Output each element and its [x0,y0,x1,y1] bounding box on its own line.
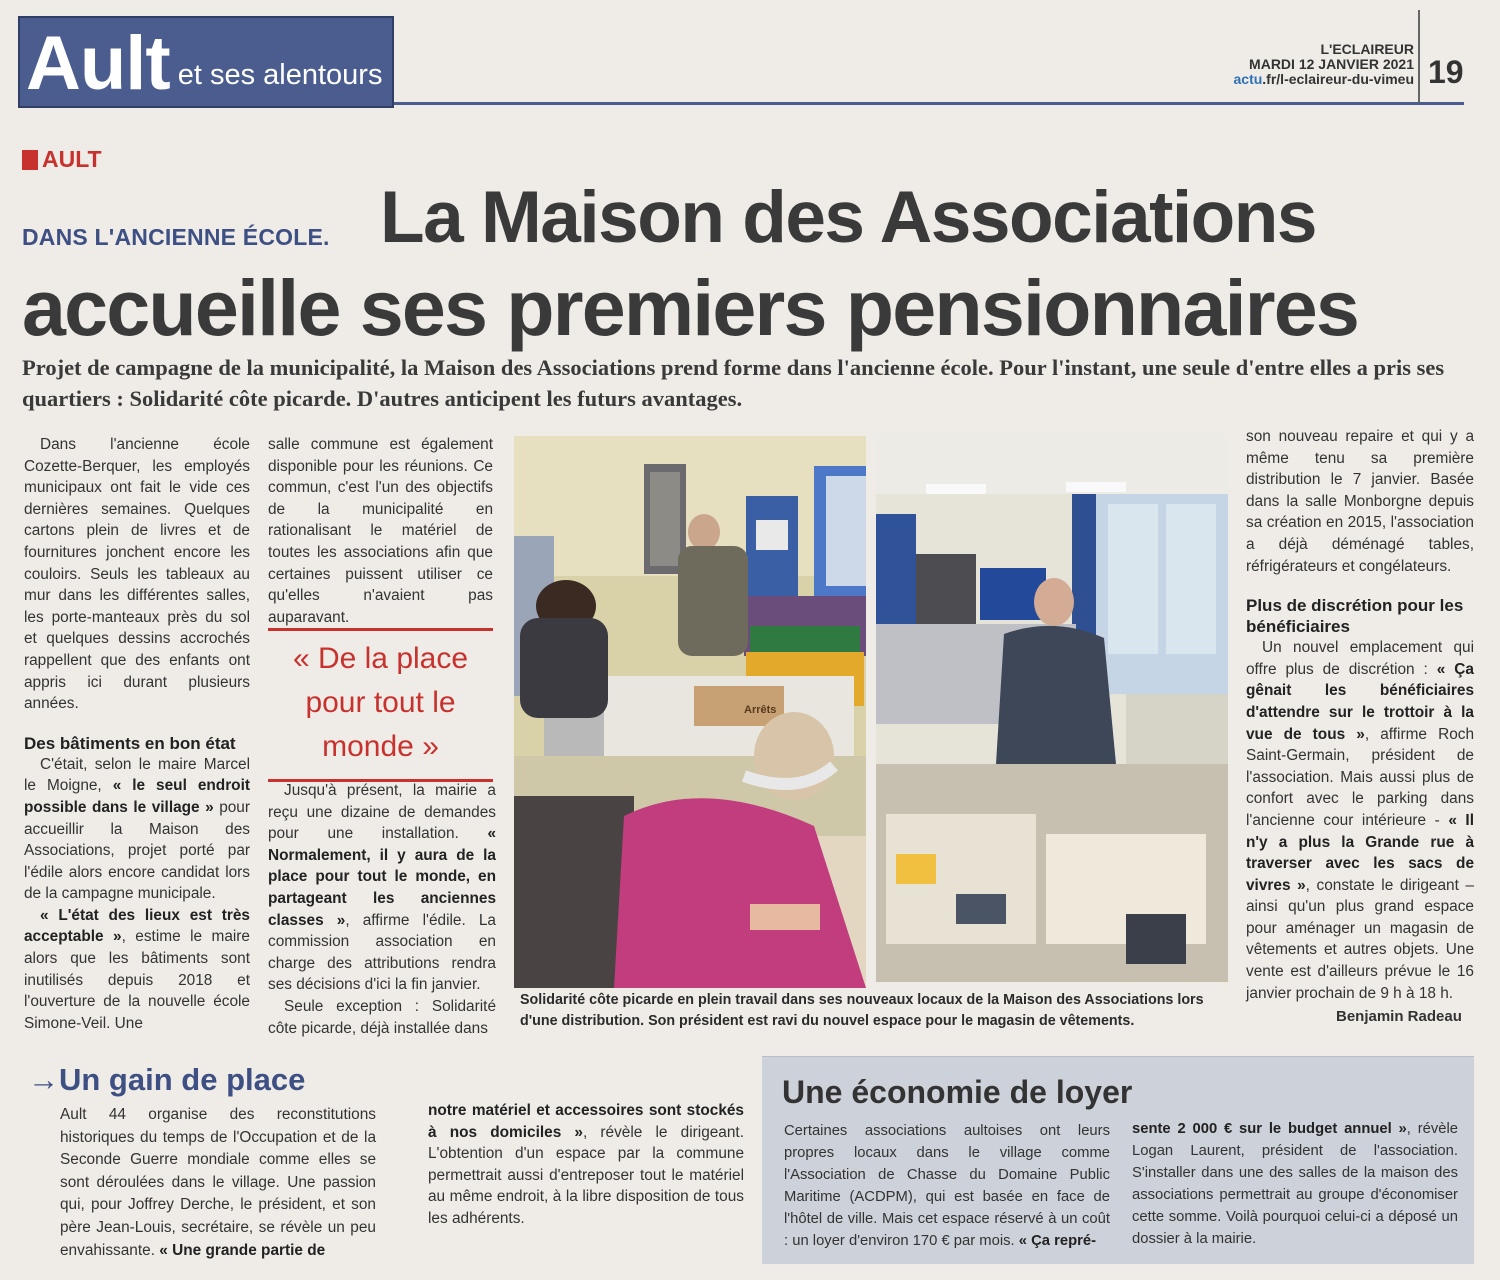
box-loyer-column-2 [1132,1118,1458,1250]
byline: Benjamin Radeau [1336,1008,1462,1025]
paper-url[interactable] [1234,72,1415,87]
box-gain-column-2 [428,1100,744,1230]
paper-date: MARDI 12 JANVIER 2021 [1249,56,1414,72]
quote-run: sente 2 000 € sur le budget annuel » [1132,1121,1407,1137]
photo-left-illustration [514,436,866,988]
quote-run: « le seul endroit possible dans le village » [24,777,250,816]
article-column-3 [1246,426,1474,1004]
paper-info [1234,42,1415,87]
headline-line-2: accueille ses premiers pensionnaires [22,263,1358,352]
box-gain-column-1 [60,1104,376,1262]
masthead-town: Ault [26,21,170,106]
headline-line-1: La Maison des Associations [380,177,1316,258]
article-column-2-continued [268,780,496,1039]
url-rest: .fr/l-eclaireur-du-vimeu [1262,71,1414,87]
header-rule [394,102,1464,105]
quote-run: « Ça repré- [1018,1233,1097,1249]
box-loyer-text-1 [784,1120,1110,1252]
section-name: AULT [42,146,102,172]
section-square-icon [22,150,38,170]
quote-run: « Ça gênait les bénéficiaires d'attendre sur le trottoir à la vue de tous » [1246,660,1474,743]
quote-run: « Normalement, il y aura de la place pour tout le monde, en partageant les anciennes classes » [268,825,496,929]
col1-paragraph-2 [24,754,250,905]
box-loyer-column-1 [784,1120,1110,1252]
text-run: , révèle Logan Laurent, président de l'association. S'installer dans une des salles de la maison des associations permettrait au groupe d'économiser cette somme. Voilà pourquoi celui-ci a déposé un dossier à la mairie. [1132,1121,1458,1247]
text-run: C'était, selon le maire Marcel le Moigne, [24,755,250,795]
box-loyer-title: Une économie de loyer [782,1074,1133,1110]
article-column-1 [24,434,250,1034]
box-gain-title: →Un gain de place [28,1062,306,1097]
text-run: Un nouvel emplacement qui offre plus de discrétion : [1246,639,1474,678]
lead-paragraph: Projet de campagne de la municipalité, la Maison des Associations prend forme dans l'ancienne école. Pour l'instant, une seule d'entre elles a pris ses quartiers : Solidarité côte picarde. D'autres anticipent les futurs avantages. [22,355,1445,411]
col3-paragraph-1: son nouveau repaire et qui y a même tenu sa première distribution le 7 janvier. Basée dans la salle Monborgne depuis sa création en 2015, l'association a déjà déménagé tables, réfrigérateurs et congélateurs. [1246,428,1474,575]
text-run: Jusqu'à présent, la mairie a reçu une dizaine de demandes pour une installation. [268,782,496,843]
photo-right-illustration [876,434,1228,982]
text-run: , affirme Roch Saint-Germain, président de l'association. Mais aussi plus de confort avec le parking dans l'ancienne cour intérieure - [1246,725,1475,829]
text-run: , constate le dirigeant – ainsi qu'un plus grand espace pour aménager un magasin de vêtements et autres objets. Une vente est d'ailleurs prévue le 16 janvier prochain de 9 h à 18 h. [1246,876,1475,1002]
masthead-subtitle: et ses alentours [177,59,383,91]
box-gain-text-2 [428,1100,744,1230]
quote-run: « Une grande partie de [159,1241,326,1259]
kicker: DANS L'ANCIENNE ÉCOLE. [22,224,330,250]
text-run: Certaines associations aultoises ont leurs propres locaux dans le village comme l'Association de Chasse du Domaine Public Maritime (ACDPM), qui est basée en face de l'hôtel de ville. Mais cet espace réservé à un coût : un loyer d'environ 170 € par mois. [784,1123,1110,1249]
quote-run: notre matériel et accessoires sont stockés à nos domiciles » [428,1102,744,1141]
text-run: , révèle le dirigeant. L'obtention d'un espace par la commune permettrait aussi d'entreposer tout le matériel au même endroit, à la libre disposition de tous les adhérents. [428,1123,744,1227]
box-gain-text-1 [60,1104,376,1262]
paper-name: L'ECLAIREUR [1320,41,1414,57]
col3-paragraph-2 [1246,637,1474,1004]
text-run: pour accueillir la Maison des Associations, projet porté par l'édile alors encore candidat lors de la campagne municipale. [24,798,250,903]
photo-distribution-room [514,436,866,988]
text-run: , affirme l'édile. La commission association en charge des attributions rendra ses décisions d'ici la fin janvier. [268,911,496,994]
quote-run: « Il n'y a plus la Grande rue à traverser avec les sacs de vivres » [1246,811,1474,894]
masthead [18,16,394,108]
subhead-discretion: Plus de discrétion pour les bénéficiaires [1246,596,1464,637]
text-run: , estime le maire alors que les bâtiments sont inutilisés depuis 2018 et l'ouverture de la nouvelle école Simone-Veil. Une [24,928,250,1032]
pull-quote: « De la place pour tout le monde » [268,628,493,782]
col2-paragraph-3: Seule exception : Solidarité côte picarde, déjà installée dans [268,997,496,1037]
article-column-2 [268,434,493,628]
subhead-batiments: Des bâtiments en bon état [24,733,236,753]
page-number: 19 [1418,10,1468,102]
col2-paragraph-2 [268,780,496,996]
col1-paragraph-1: Dans l'ancienne école Cozette-Berquer, les employés municipaux ont fait le vide ces dernières semaines. Quelques cartons plein de livres et de fournitures jonchent encore les couloirs. Seuls les tableaux au mur dans les différentes salles, les porte-manteaux près du sol et quelques dessins accrochés rappellent que des enfants ont appris ici durant plusieurs années. [24,436,250,713]
text-run: Ault 44 organise des reconstitutions historiques du temps de l'Occupation et de la Seconde Guerre mondiale comme elles se sont déroulées dans le village. Une passion qui, pour Joffrey Derche, le président, et son père Jean-Louis, secrétaire, se révèle un peu envahissante. [60,1106,376,1259]
quote-run: « L'état des lieux est très acceptable » [24,906,250,946]
photo-caption: Solidarité côte picarde en plein travail dans ses nouveaux locaux de la Maison des Associations lors d'une distribution. Son président est ravi du nouvel espace pour le magasin de vêtements. [520,992,1204,1029]
photo-sign-text: Arrêts [744,704,777,716]
box-loyer-text-2 [1132,1118,1458,1250]
section-label [22,146,102,173]
photo-clothing-store [876,434,1228,982]
url-prefix: actu [1233,71,1263,87]
col2-paragraph-1: salle commune est également disponible pour les réunions. Ce commun, c'est l'un des objectifs de la municipalité en rationalisant le matériel de toutes les associations afin que certaines puissent utiliser ce qu'elles n'avaient pas auparavant. [268,436,493,626]
col1-paragraph-3 [24,905,250,1035]
